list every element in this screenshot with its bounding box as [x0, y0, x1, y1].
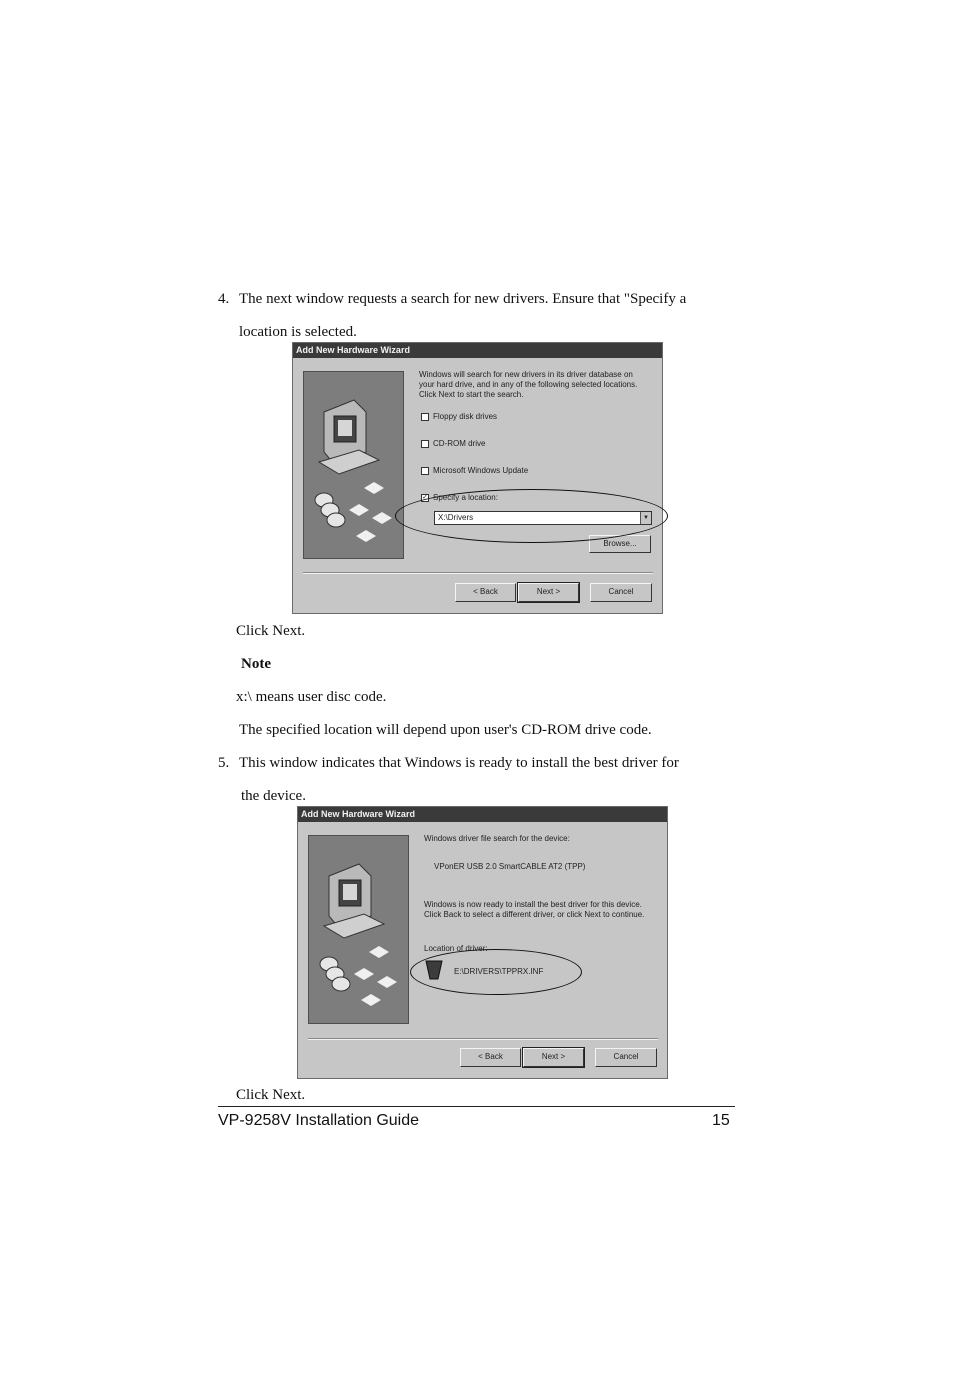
location-label: Location of driver:: [424, 944, 488, 953]
step-4-number: 4.: [218, 291, 230, 307]
ready-text: Windows is now ready to install the best driver for this device. Click Back to select a different driver, or click Next to continue.: [424, 900, 645, 919]
dropdown-arrow-icon[interactable]: ▼: [640, 512, 651, 524]
wizard-intro-text: Windows will search for new drivers in its driver database on your hard drive, and in any of the following selected locations. Click Next to start the search.: [419, 370, 638, 399]
wizard-title-bar: Add New Hardware Wizard: [298, 807, 667, 822]
step-4-text-line2: location is selected.: [239, 324, 357, 340]
checkbox-windows-update[interactable]: [421, 467, 429, 475]
note-line-1: x:\ means user disc code.: [236, 689, 387, 705]
wizard-title-bar: Add New Hardware Wizard: [293, 343, 662, 358]
checkbox-cdrom[interactable]: [421, 440, 429, 448]
step-5-number: 5.: [218, 755, 230, 771]
option-floppy[interactable]: [421, 412, 497, 422]
wizard-illustration: [303, 371, 404, 559]
footer-title: VP-9258V Installation Guide: [218, 1112, 420, 1129]
computer-icon: [304, 372, 403, 558]
step-5-text-line2: the device.: [241, 788, 306, 804]
cancel-button[interactable]: Cancel: [595, 1048, 657, 1067]
note-heading: Note: [241, 656, 271, 672]
step-5-text-line1: This window indicates that Windows is ready to install the best driver for: [239, 755, 679, 771]
footer-rule: [218, 1106, 735, 1107]
page-number: 15: [712, 1112, 730, 1129]
next-button[interactable]: Next >: [523, 1048, 584, 1067]
wizard-illustration: [308, 835, 409, 1024]
next-button[interactable]: Next >: [518, 583, 579, 602]
wizard-screenshot-ready: [297, 806, 668, 1079]
note-line-2: The specified location will depend upon user's CD-ROM drive code.: [239, 722, 652, 738]
cancel-button[interactable]: Cancel: [590, 583, 652, 602]
option-windows-update[interactable]: [421, 466, 528, 476]
highlight-ellipse-location: [395, 489, 668, 543]
checkbox-specify-location[interactable]: ✓: [422, 493, 428, 501]
computer-icon: [309, 836, 408, 1023]
click-next-text-1: Click Next.: [236, 623, 306, 639]
back-button[interactable]: < Back: [455, 583, 516, 602]
device-name: VPonER USB 2.0 SmartCABLE AT2 (TPP): [434, 862, 586, 871]
click-next-text-2: Click Next.: [236, 1087, 306, 1103]
step-4-text-line1: The next window requests a search for new drivers. Ensure that "Specify a: [239, 291, 687, 307]
option-windows-update-label: Microsoft Windows Update: [433, 466, 529, 475]
browse-button[interactable]: Browse...: [589, 535, 651, 553]
highlight-ellipse-driver-location: [410, 949, 582, 995]
option-cdrom-label: CD-ROM drive: [433, 439, 486, 448]
option-specify-location-label: Specify a location:: [433, 493, 498, 502]
search-label: Windows driver file search for the device:: [424, 834, 570, 843]
back-button[interactable]: < Back: [460, 1048, 521, 1067]
option-cdrom[interactable]: [421, 439, 485, 449]
checkbox-floppy[interactable]: [421, 413, 429, 421]
divider: [303, 572, 653, 574]
location-path: E:\DRIVERS\TPPRX.INF: [454, 967, 544, 976]
wizard-screenshot-search: [292, 342, 663, 614]
option-floppy-label: Floppy disk drives: [433, 412, 498, 421]
divider: [308, 1038, 658, 1040]
location-value: X:\Drivers: [438, 513, 474, 522]
